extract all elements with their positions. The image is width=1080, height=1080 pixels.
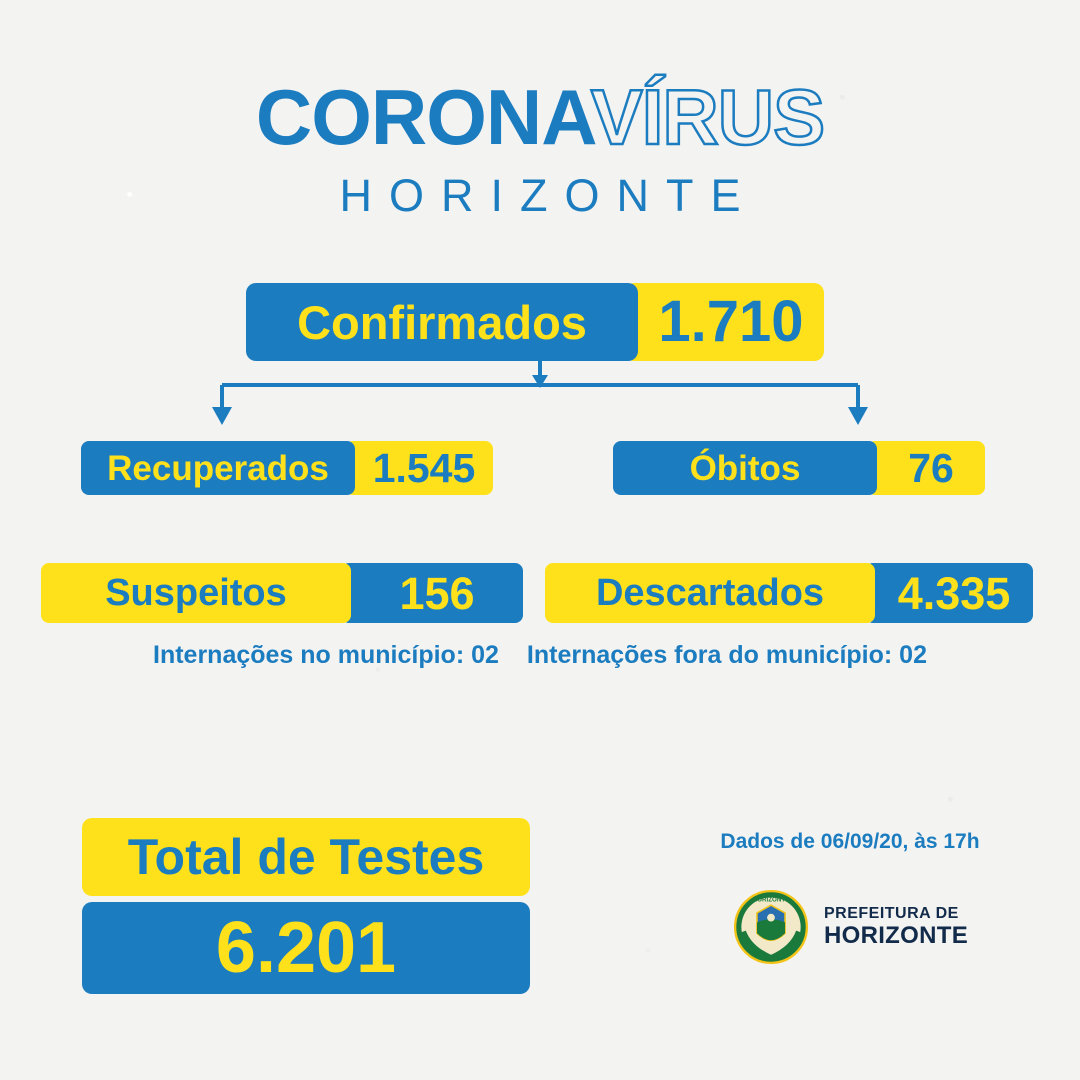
- title-solid-part: CORONA: [255, 73, 591, 161]
- stat-total-testes: [82, 818, 530, 994]
- stat-recuperados: [81, 441, 493, 495]
- stat-confirmados: [246, 283, 824, 361]
- internacoes-fora-municipio: Internações fora do município: 02: [526, 641, 927, 669]
- stat-obitos-value: 76: [867, 441, 985, 495]
- stat-total-testes-label: Total de Testes: [82, 818, 530, 896]
- title-subtitle: HORIZONTE: [339, 170, 758, 221]
- stat-suspeitos-value: 156: [341, 563, 523, 623]
- stat-confirmados-value: 1.710: [624, 283, 824, 361]
- stat-obitos: [613, 441, 985, 495]
- stat-suspeitos: [41, 563, 523, 623]
- stat-descartados-value: 4.335: [865, 563, 1033, 623]
- prefeitura-line2: HORIZONTE: [823, 921, 969, 949]
- stat-descartados: [545, 563, 1033, 623]
- prefeitura-line1: PREFEITURA DE: [823, 905, 959, 922]
- stat-suspeitos-label: Suspeitos: [41, 563, 351, 623]
- title-main-line: [0, 73, 1080, 161]
- data-timestamp: Dados de 06/09/20, às 17h: [720, 830, 980, 853]
- prefeitura-wordmark: [824, 906, 968, 948]
- stat-recuperados-label: Recuperados: [81, 441, 355, 495]
- page-title: [0, 73, 1080, 222]
- coat-of-arms-icon: [732, 888, 810, 966]
- stat-descartados-label: Descartados: [545, 563, 875, 623]
- internacoes-row: [0, 641, 1080, 670]
- svg-text:HORIZONTE: HORIZONTE: [752, 896, 790, 904]
- stat-obitos-label: Óbitos: [613, 441, 877, 495]
- footer-logo: [640, 888, 1060, 966]
- title-outline-part: VÍRUS: [590, 73, 825, 161]
- internacoes-municipio: Internações no município: 02: [153, 641, 499, 669]
- stat-total-testes-value: 6.201: [82, 902, 530, 994]
- stat-recuperados-value: 1.545: [345, 441, 493, 495]
- connector-arrows: [0, 355, 1080, 455]
- stat-confirmados-label: Confirmados: [246, 283, 638, 361]
